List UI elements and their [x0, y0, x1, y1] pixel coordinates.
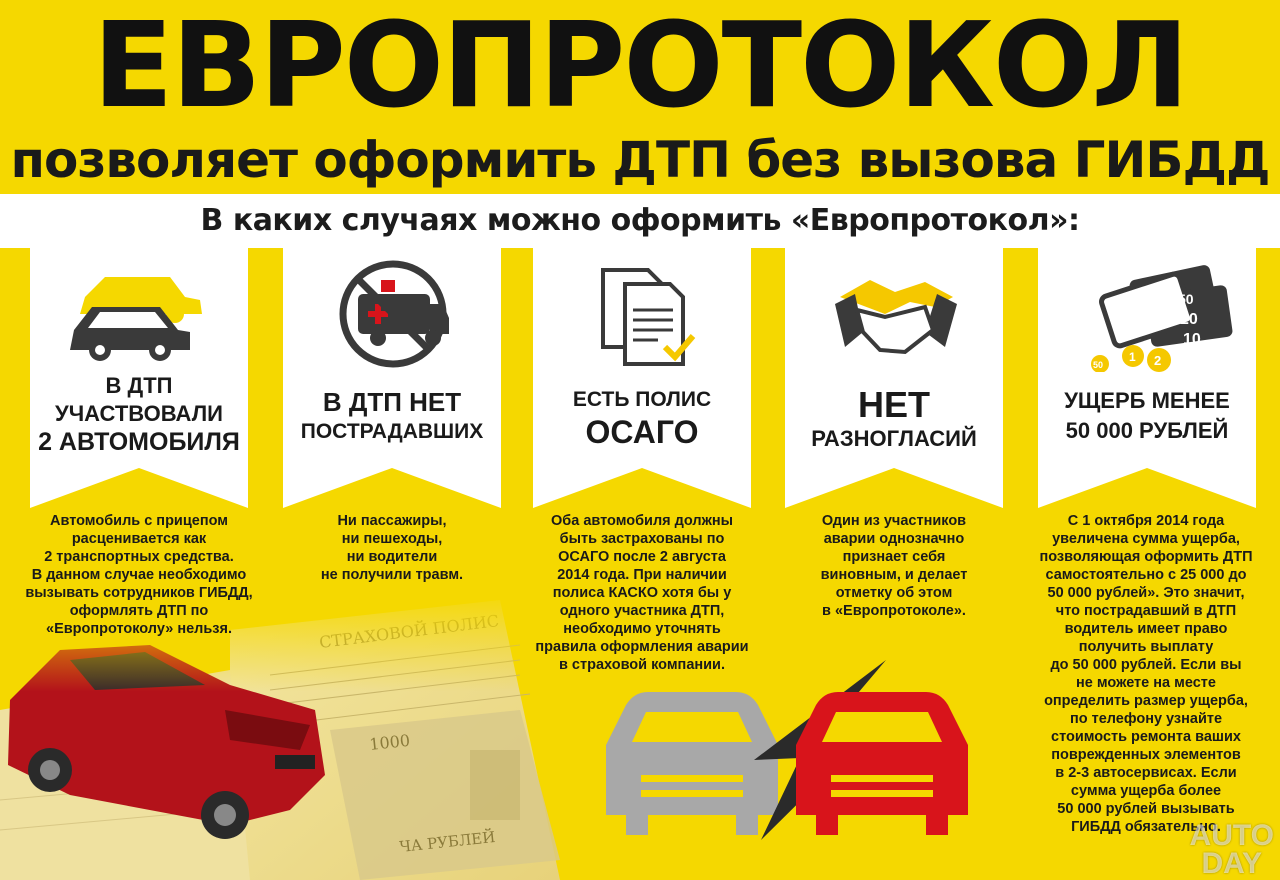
desc-line: в «Европротоколе». [822, 603, 966, 619]
desc-line: определить размер ущерба, [1044, 693, 1248, 709]
case-description-osago [519, 512, 765, 674]
card-label-line: ОСАГО [585, 414, 699, 450]
no-ambulance-icon [283, 252, 501, 372]
desc-line: полиса КАСКО хотя бы у [552, 585, 732, 601]
desc-line: ни пешеходы, [341, 531, 443, 547]
desc-line: стоимость ремонта ваших [1051, 729, 1241, 745]
two-cars-icon [30, 252, 248, 372]
desc-line: не можете на месте [1076, 675, 1216, 691]
desc-line: позволяющая оформить ДТП [1039, 549, 1253, 565]
desc-line: в 2-3 автосервисах. Если [1055, 765, 1237, 781]
desc-line: Ни пассажиры, [337, 513, 447, 529]
page-title: ЕВРОПРОТОКОЛ [92, 0, 1188, 134]
card-label-line: УЩЕРБ МЕНЕЕ [1064, 388, 1230, 413]
desc-line: Автомобиль с прицепом [50, 513, 228, 529]
desc-line: ГИБДД обязательно. [1071, 819, 1221, 835]
desc-line: расценивается как [71, 531, 207, 547]
desc-line: получить выплату [1078, 639, 1214, 655]
desc-line: одного участника ДТП, [559, 603, 725, 619]
coin-label: 2 [1154, 353, 1162, 368]
handshake-icon [785, 252, 1003, 372]
watermark-line: AUTO [1189, 819, 1274, 852]
desc-line: 50 000 рублей». Это значит, [1047, 585, 1245, 601]
case-card-no-disagreements [785, 246, 1003, 508]
case-card-osago [533, 246, 751, 508]
gray-car-icon [606, 692, 778, 835]
desc-line: признает себя [842, 549, 946, 565]
desc-line: аварии однозначно [823, 531, 965, 547]
card-label-line: УЧАСТВОВАЛИ [55, 401, 223, 426]
desc-line: водитель имеет право [1064, 621, 1228, 637]
autoday-watermark [1189, 819, 1274, 880]
desc-line: виновным, и делает [820, 567, 968, 583]
case-description-damage-limit [1020, 512, 1272, 836]
watermark-line: DAY [1201, 847, 1263, 880]
desc-line: Один из участников [821, 513, 967, 529]
crash-illustration [586, 650, 986, 860]
desc-line: С 1 октября 2014 года [1067, 513, 1225, 529]
desc-line: 50 000 рублей вызывать [1057, 801, 1235, 817]
card-label-line: РАЗНОГЛАСИЙ [811, 426, 977, 451]
desc-line: по телефону узнайте [1069, 711, 1223, 727]
desc-line: 2014 года. При наличии [557, 567, 727, 583]
desc-line: оформлять ДТП по [69, 603, 209, 619]
desc-line: ни водители [346, 549, 438, 565]
case-card-two-cars [30, 246, 248, 508]
page-subtitle: позволяет оформить ДТП без вызова ГИБДД [10, 131, 1270, 189]
card-label-line: ПОСТРАДАВШИХ [300, 420, 484, 443]
desc-line: быть застрахованы по [559, 531, 725, 547]
card-label-line: НЕТ [858, 384, 930, 425]
desc-line: необходимо уточнять [563, 621, 721, 637]
case-description-no-injuries [283, 512, 501, 584]
desc-line: правила оформления аварии [535, 639, 749, 655]
case-card-no-injuries [283, 246, 501, 508]
desc-line: 2 транспортных средства. [44, 549, 234, 565]
desc-line: не получили травм. [320, 567, 464, 583]
banknote-label: 50 [1178, 291, 1194, 307]
red-car-icon [796, 692, 968, 835]
desc-line: увеличена сумма ущерба, [1052, 531, 1240, 547]
desc-line: отметку об этом [835, 585, 953, 601]
card-label-line: 2 АВТОМОБИЛЯ [38, 428, 240, 456]
card-label-line: ЕСТЬ ПОЛИС [572, 388, 712, 411]
desc-line: ОСАГО после 2 августа [558, 549, 726, 565]
coin-label: 50 [1093, 360, 1104, 370]
desc-line: в страховой компании. [558, 657, 725, 673]
case-description-two-cars [20, 512, 258, 638]
desc-line: сумма ущерба более [1070, 783, 1222, 799]
documents-check-icon [533, 252, 751, 372]
desc-line: В данном случае необходимо [31, 567, 247, 583]
case-card-damage-limit [1038, 246, 1256, 508]
desc-line: что пострадавший в ДТП [1055, 603, 1237, 619]
question-heading: В каких случаях можно оформить «Европротокол»: [200, 203, 1080, 238]
desc-line: поврежденных элементов [1051, 747, 1241, 763]
banknote-label: 10 [1183, 331, 1201, 348]
card-label-line: В ДТП [105, 373, 173, 398]
money-icon [1038, 252, 1256, 372]
desc-line: самостоятельно с 25 000 до [1045, 567, 1247, 583]
desc-line: до 50 000 рублей. Если вы [1050, 657, 1242, 673]
desc-line: вызывать сотрудников ГИБДД, [25, 585, 253, 601]
desc-line: «Европротоколу» нельзя. [46, 621, 232, 637]
card-label-line: В ДТП НЕТ [322, 387, 462, 417]
coin-label: 1 [1129, 350, 1136, 364]
case-description-no-disagreements [785, 512, 1003, 620]
card-label-line: 50 000 РУБЛЕЙ [1065, 418, 1229, 443]
desc-line: Оба автомобиля должны [551, 513, 733, 529]
banknote-label: 20 [1180, 311, 1198, 328]
